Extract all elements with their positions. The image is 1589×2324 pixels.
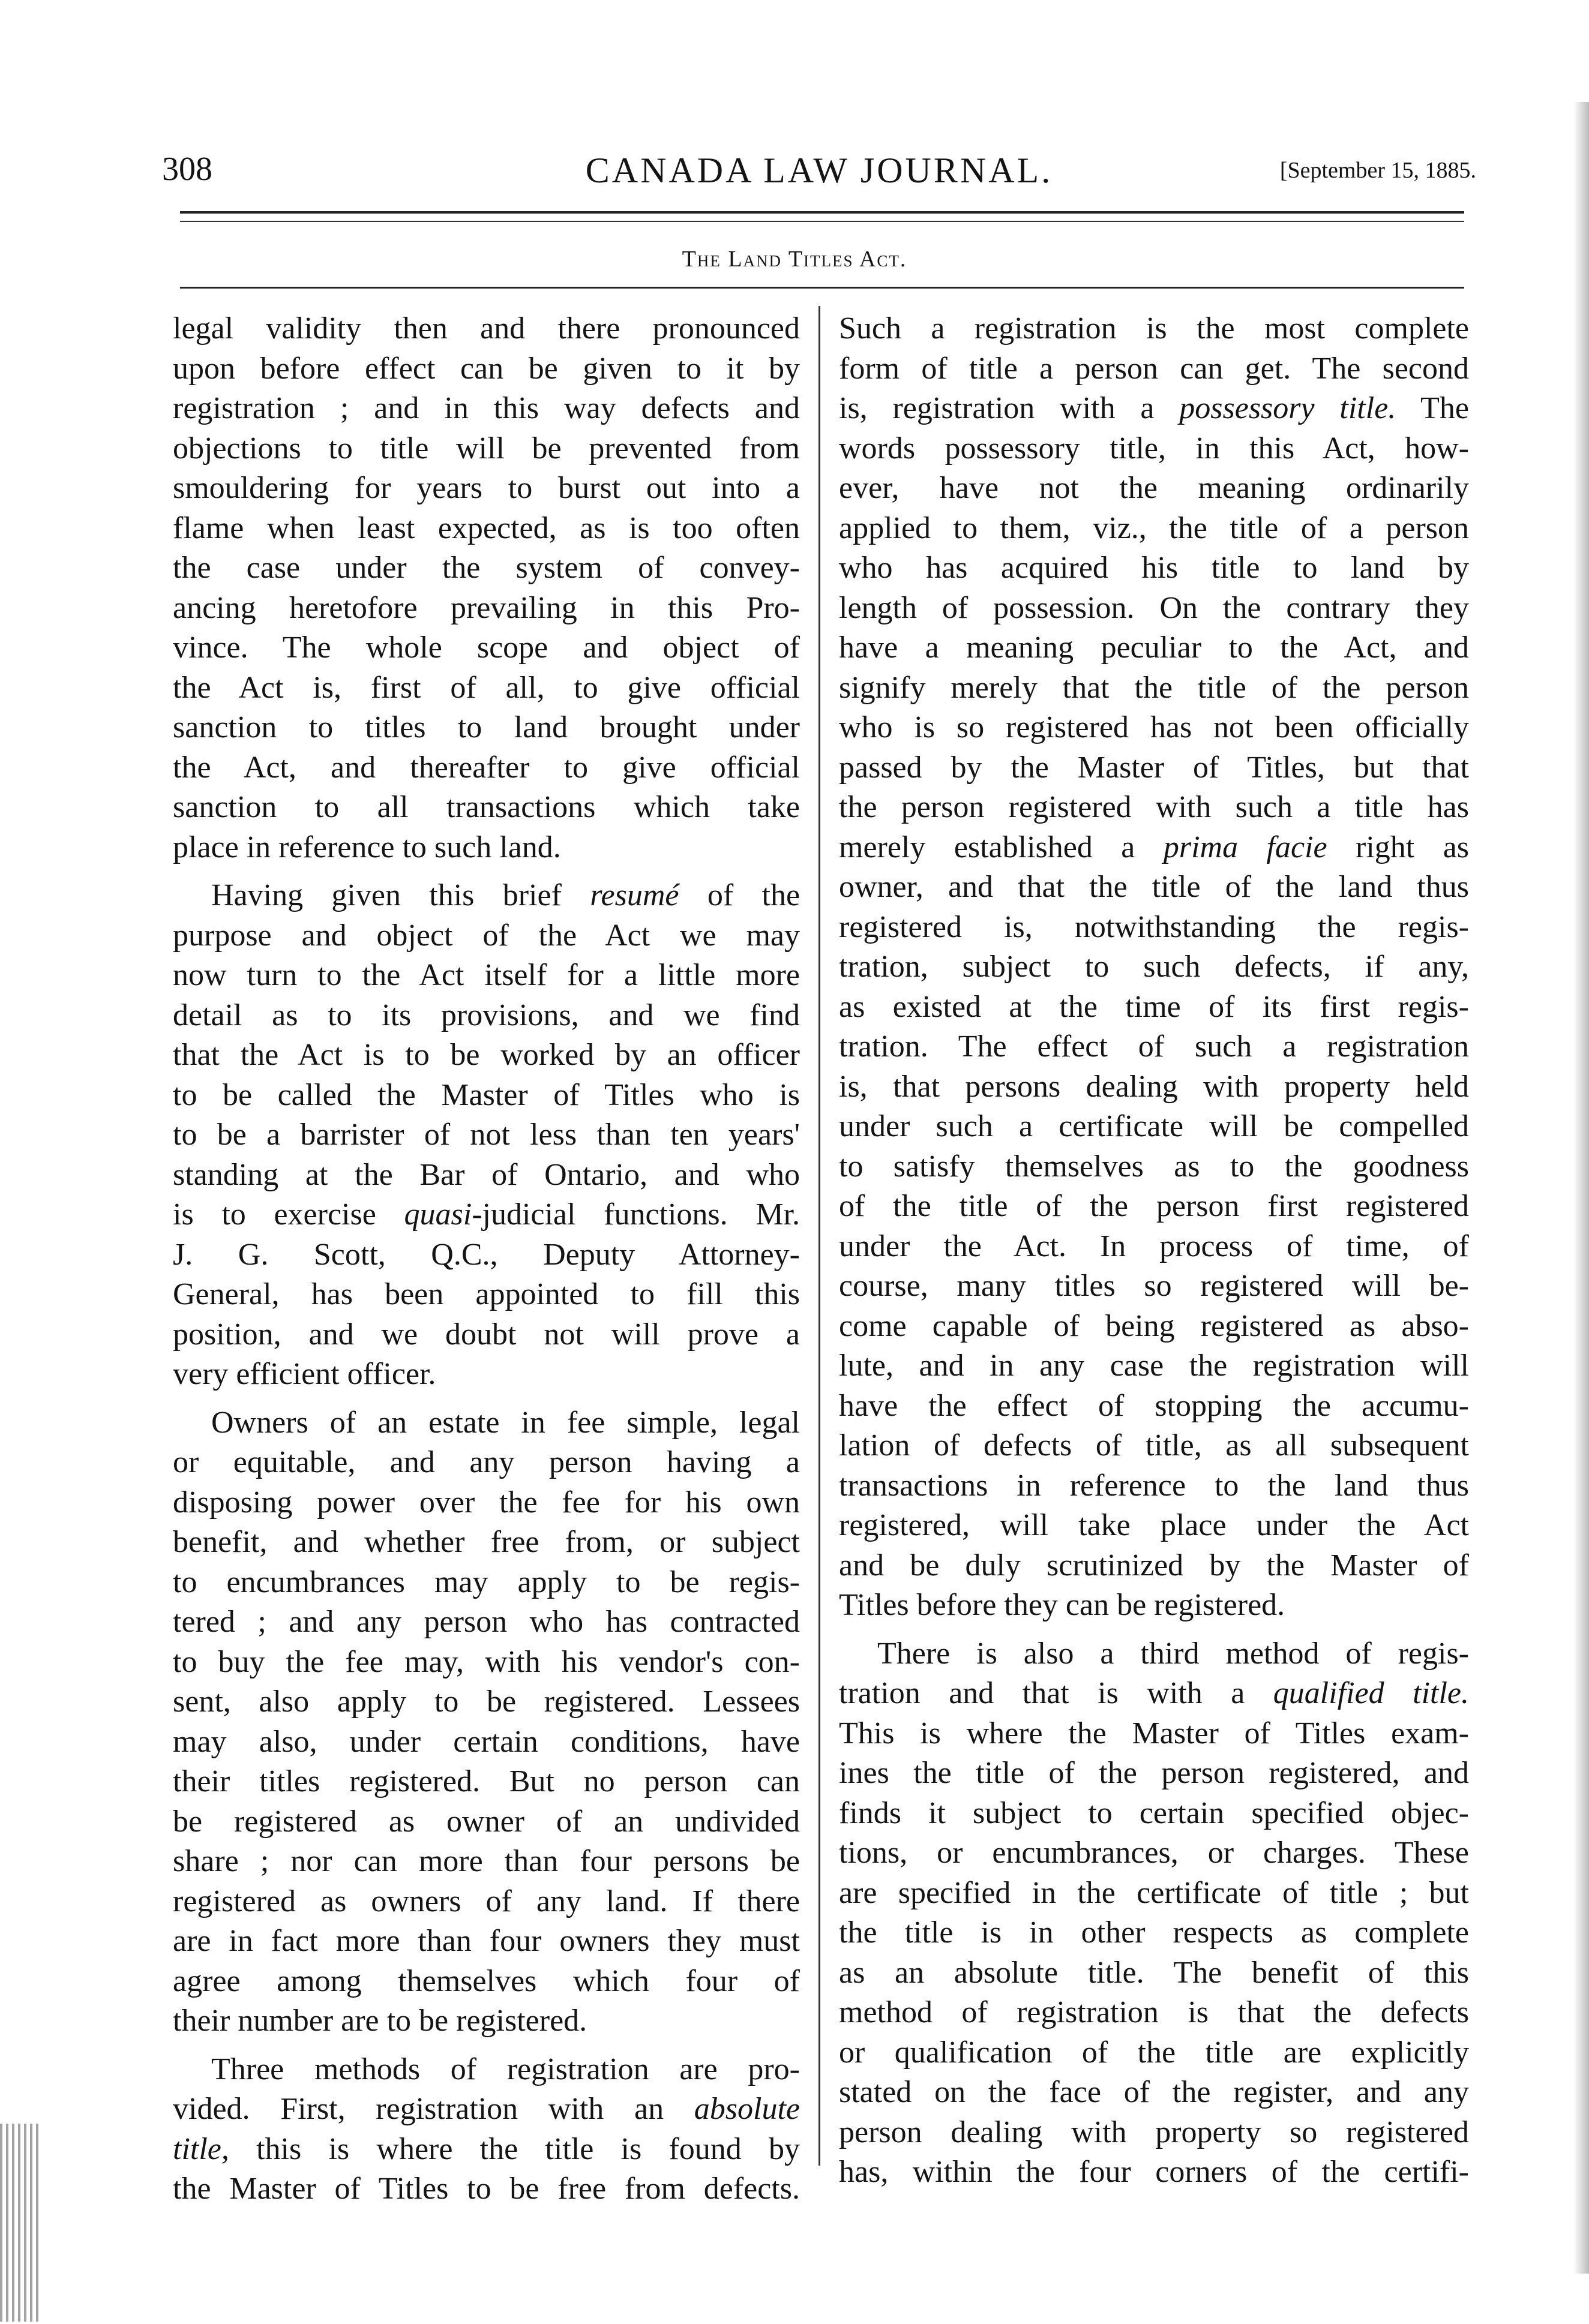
page-header	[162, 150, 1476, 198]
italic-run: possessory title.	[1179, 391, 1396, 425]
text-run: is, registration with a	[839, 391, 1155, 425]
text-line	[173, 2089, 800, 2130]
text-line: benefit, and whether free from, or subject	[173, 1525, 800, 1559]
text-line: to encumbrances may apply to be regis-	[173, 1565, 800, 1599]
text-line: share ; nor can more than four persons be	[173, 1844, 800, 1878]
text-line: There is also a third method of regis-	[877, 1636, 1469, 1671]
text-line: and be duly scrutinized by the Master of	[839, 1548, 1469, 1583]
text-line: sent, also apply to be registered. Lessees	[173, 1685, 800, 1719]
text-line: the case under the system of convey-	[173, 551, 800, 585]
text-line: are in fact more than four owners they must	[173, 1924, 800, 1958]
text-line: purpose and object of the Act we may	[173, 918, 800, 953]
text-line: the person registered with such a title has	[839, 790, 1469, 824]
italic-run: quasi	[404, 1197, 472, 1232]
text-line: flame when least expected, as is too often	[173, 511, 800, 545]
text-line: under such a certificate will be compelled	[839, 1109, 1469, 1143]
text-line: the Master of Titles to be free from defects.	[173, 2172, 800, 2206]
text-line: has, within the four corners of the certifi-	[839, 2155, 1469, 2189]
text-line: person dealing with property so registered	[839, 2115, 1469, 2149]
text-line: to be a barrister of not less than ten years'	[173, 1118, 800, 1152]
text-line: This is where the Master of Titles exam-	[839, 1716, 1469, 1750]
text-line: as an absolute title. The benefit of this	[839, 1955, 1469, 1990]
italic-run: resumé	[590, 878, 679, 912]
header-double-rule	[180, 211, 1464, 222]
issue-date: [September 15, 1885.	[1279, 158, 1476, 183]
text-line: length of possession. On the contrary they	[839, 590, 1469, 625]
italic-run: title,	[173, 2131, 229, 2166]
text-line: finds it subject to certain specified objec-	[839, 1795, 1469, 1830]
text-line: disposing power over the fee for his own	[173, 1485, 800, 1520]
italic-run: absolute	[694, 2092, 801, 2126]
text-line: place in reference to such land.	[173, 830, 561, 864]
text-run: The	[1420, 391, 1470, 425]
text-line: be registered as owner of an undivided	[173, 1804, 800, 1839]
column-divider	[819, 306, 820, 2166]
text-line	[173, 1195, 800, 1235]
text-line: who is so registered has not been officially	[839, 710, 1469, 744]
text-line: come capable of being registered as abso-	[839, 1308, 1469, 1343]
text-line: ancing heretofore prevailing in this Pro-	[173, 590, 800, 625]
text-line: very efficient officer.	[173, 1357, 436, 1391]
text-line	[173, 876, 800, 916]
text-line: registered as owners of any land. If there	[173, 1884, 800, 1918]
text-line: the Act is, first of all, to give official	[173, 670, 800, 705]
text-line: signify merely that the title of the person	[839, 670, 1469, 705]
text-line: lation of defects of title, as all subsequent	[839, 1428, 1469, 1463]
text-line: transactions in reference to the land thus	[839, 1468, 1469, 1503]
text-line	[839, 828, 1469, 868]
text-line: may also, under certain conditions, have	[173, 1724, 800, 1759]
right-column	[839, 309, 1469, 2193]
text-run: tration and that is with a	[839, 1676, 1245, 1710]
scan-binding-marks	[0, 2124, 42, 2322]
scan-edge-shadow	[1573, 102, 1589, 2274]
text-line	[839, 389, 1469, 429]
journal-title: CANADA LAW JOURNAL.	[585, 151, 1053, 190]
text-line: method of registration is that the defects	[839, 1995, 1469, 2029]
text-run: Having given this brief	[211, 878, 562, 912]
text-line: ines the title of the person registered, and	[839, 1756, 1469, 1790]
text-line: the Act, and thereafter to give official	[173, 750, 800, 785]
paragraph-gap	[173, 1395, 800, 1403]
text-line: Titles before they can be registered.	[839, 1588, 1285, 1622]
text-line: tration, subject to such defects, if any,	[839, 950, 1469, 984]
text-line	[173, 2130, 800, 2170]
text-line: words possessory title, in this Act, how-	[839, 431, 1469, 466]
text-line: smouldering for years to burst out into a	[173, 471, 800, 505]
text-line: to satisfy themselves as to the goodness	[839, 1149, 1469, 1184]
text-line: who has acquired his title to land by	[839, 551, 1469, 585]
text-line: vince. The whole scope and object of	[173, 630, 800, 665]
text-line: General, has been appointed to fill this	[173, 1277, 800, 1311]
text-line: upon before effect can be given to it by	[173, 351, 800, 386]
text-run: is to exercise	[173, 1197, 376, 1232]
text-line: tration. The effect of such a registration	[839, 1029, 1469, 1064]
text-line: position, and we doubt not will prove a	[173, 1317, 800, 1352]
italic-run: prima facie	[1163, 830, 1327, 864]
text-run: merely established a	[839, 830, 1135, 864]
text-line: of the title of the person first registered	[839, 1189, 1469, 1223]
italic-run: qualified title.	[1273, 1676, 1469, 1710]
text-line: ever, have not the meaning ordinarily	[839, 471, 1469, 505]
text-line: objections to title will be prevented from	[173, 431, 800, 466]
text-line: under the Act. In process of time, of	[839, 1229, 1469, 1263]
text-line: registered is, notwithstanding the regis-	[839, 909, 1469, 944]
text-line: sanction to titles to land brought under	[173, 710, 800, 744]
text-line: lute, and in any case the registration will	[839, 1349, 1469, 1383]
paragraph-gap	[173, 867, 800, 876]
text-line: registration ; and in this way defects and	[173, 391, 800, 425]
text-line: to buy the fee may, with his vendor's con-	[173, 1644, 800, 1679]
text-line: tered ; and any person who has contracted	[173, 1605, 800, 1639]
text-line: J. G. Scott, Q.C., Deputy Attorney-	[173, 1237, 800, 1272]
text-line: form of title a person can get. The second	[839, 351, 1469, 386]
section-rule	[180, 287, 1464, 289]
text-line: or equitable, and any person having a	[173, 1445, 800, 1479]
text-line: the title is in other respects as complete	[839, 1915, 1469, 1950]
text-line: now turn to the Act itself for a little more	[173, 958, 800, 992]
text-line: their number are to be registered.	[173, 2004, 587, 2038]
text-line: Such a registration is the most complete	[839, 311, 1469, 346]
paragraph-gap	[839, 1626, 1469, 1634]
text-line: to be called the Master of Titles who is	[173, 1077, 800, 1112]
text-line: tions, or encumbrances, or charges. These	[839, 1836, 1469, 1870]
text-line: sanction to all transactions which take	[173, 790, 800, 824]
text-line: standing at the Bar of Ontario, and who	[173, 1157, 800, 1192]
text-run: right as	[1356, 830, 1470, 864]
text-line: are specified in the certificate of title ; but	[839, 1875, 1469, 1910]
text-line: that the Act is to be worked by an officer	[173, 1038, 800, 1072]
text-line: passed by the Master of Titles, but that	[839, 750, 1469, 785]
text-line: Three methods of registration are pro-	[211, 2052, 800, 2086]
text-line: stated on the face of the register, and any	[839, 2075, 1469, 2109]
text-line: is, that persons dealing with property held	[839, 1069, 1469, 1104]
text-run: vided. First, registration with an	[173, 2092, 664, 2126]
text-line: as existed at the time of its first regis-	[839, 989, 1469, 1024]
text-line: agree among themselves which four of	[173, 1963, 800, 1998]
text-run: -judicial functions. Mr.	[472, 1197, 801, 1232]
text-line: legal validity then and there pronounced	[173, 311, 800, 346]
page-number: 308	[162, 151, 212, 188]
paragraph-gap	[173, 2041, 800, 2050]
text-line: course, many titles so registered will be-	[839, 1269, 1469, 1303]
text-line: their titles registered. But no person can	[173, 1764, 800, 1798]
text-line	[839, 1674, 1469, 1714]
text-line: owner, and that the title of the land thus	[839, 870, 1469, 904]
section-title: The Land Titles Act.	[682, 247, 907, 272]
text-line: applied to them, viz., the title of a person	[839, 511, 1469, 545]
text-line: have a meaning peculiar to the Act, and	[839, 630, 1469, 665]
text-line: or qualification of the title are explicitly	[839, 2035, 1469, 2070]
text-line: registered, will take place under the Act	[839, 1508, 1469, 1542]
text-run: this is where the title is found by	[256, 2131, 800, 2166]
left-column	[173, 309, 800, 2209]
text-line: detail as to its provisions, and we find	[173, 998, 800, 1032]
text-line: Owners of an estate in fee simple, legal	[211, 1405, 800, 1440]
text-run: of the	[707, 878, 801, 912]
text-line: have the effect of stopping the accumu-	[839, 1388, 1469, 1423]
